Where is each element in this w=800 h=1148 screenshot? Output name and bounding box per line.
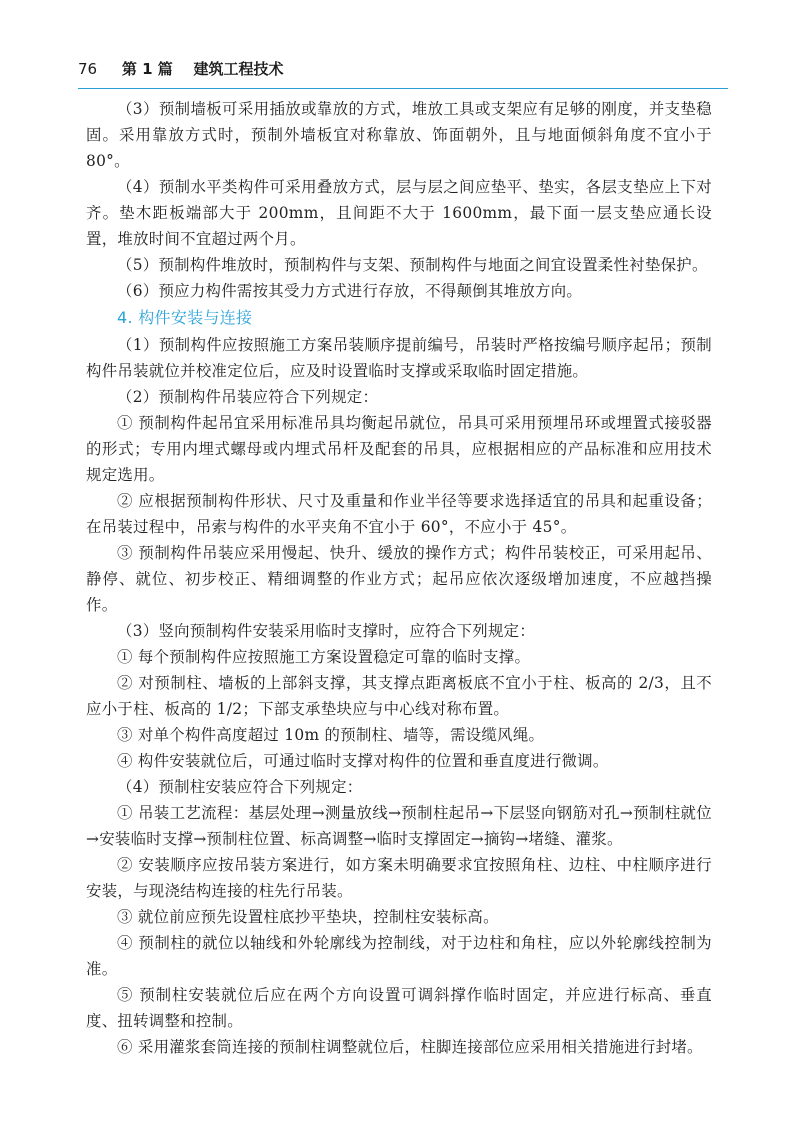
paragraph: ③ 对单个构件高度超过 10m 的预制柱、墙等，需设缆风绳。 — [117, 726, 545, 744]
paragraph: （2）预制构件吊装应符合下列规定： — [117, 388, 379, 406]
paragraph: ③ 预制构件吊装应采用慢起、快升、缓放的操作方式；构件吊装校正，可采用起吊、静停、就位、初步校正、精细调整的作业方式；起吊应依次逐级增加速度，不应越挡操作。 — [86, 544, 712, 614]
paragraph: ① 吊装工艺流程：基层处理→测量放线→预制柱起吊→下层竖向钢筋对孔→预制柱就位→安装临时支撑→预制柱位置、标高调整→临时支撑固定→摘钩→堵缝、灌浆。 — [86, 804, 712, 848]
paragraph: （3）竖向预制构件安装采用临时支撑时，应符合下列规定： — [117, 622, 536, 640]
paragraph: ② 对预制柱、墙板的上部斜支撑，其支撑点距离板底不宜小于柱、板高的 2/3，且不应小于柱、板高的 1/2；下部支承垫块应与中心线对称布置。 — [86, 674, 712, 718]
body-text — [86, 96, 712, 1060]
paragraph: （1）预制构件应按照施工方案吊装顺序提前编号，吊装时严格按编号顺序起吊；预制构件吊装就位并校准定位后，应及时设置临时支撑或采取临时固定措施。 — [86, 336, 712, 380]
paragraph: ⑤ 预制柱安装就位后应在两个方向设置可调斜撑作临时固定，并应进行标高、垂直度、扭转调整和控制。 — [86, 986, 712, 1030]
paragraph: （6）预应力构件需按其受力方式进行存放，不得颠倒其堆放方向。 — [117, 282, 583, 300]
paragraph: ⑥ 采用灌浆套筒连接的预制柱调整就位后，柱脚连接部位应采用相关措施进行封堵。 — [117, 1038, 703, 1056]
paragraph: （4）预制水平类构件可采用叠放方式，层与层之间应垫平、垫实，各层支垫应上下对齐。垫木距板端部大于 200mm，且间距不大于 1600mm，最下面一层支垫应通长设置，堆放时间不宜超过两个月。 — [86, 178, 712, 248]
paragraph: ① 每个预制构件应按照施工方案设置稳定可靠的临时支撑。 — [117, 648, 531, 666]
paragraphs-before-heading — [86, 96, 712, 304]
paragraph: （4）预制柱安装应符合下列规定： — [117, 778, 363, 796]
page-number: 76 — [78, 60, 98, 78]
paragraph: （5）预制构件堆放时，预制构件与支架、预制构件与地面之间宜设置柔性衬垫保护。 — [117, 256, 708, 274]
section-heading: 4. 构件安装与连接 — [117, 308, 253, 327]
paragraphs-after-heading — [86, 332, 712, 1060]
part-label: 第 1 篇 — [121, 60, 173, 78]
paragraph: （3）预制墙板可采用插放或靠放的方式，堆放工具或支架应有足够的刚度，并支垫稳固。采用靠放方式时，预制外墙板宜对称靠放、饰面朝外，且与地面倾斜角度不宜小于 80°。 — [86, 100, 712, 170]
paragraph: ① 预制构件起吊宜采用标准吊具均衡起吊就位，吊具可采用预埋吊环或埋置式接驳器的形式；专用内埋式螺母或内埋式吊杆及配套的吊具，应根据相应的产品标准和应用技术规定选用。 — [86, 414, 712, 484]
paragraph: ④ 构件安装就位后，可通过临时支撑对构件的位置和垂直度进行微调。 — [117, 752, 609, 770]
paragraph: ③ 就位前应预先设置柱底抄平垫块，控制柱安装标高。 — [117, 908, 499, 926]
paragraph: ④ 预制柱的就位以轴线和外轮廓线为控制线，对于边柱和角柱，应以外轮廓线控制为准。 — [86, 934, 712, 978]
running-header — [78, 58, 728, 86]
part-title: 建筑工程技术 — [193, 60, 284, 78]
header-divider — [78, 88, 728, 89]
paragraph: ② 安装顺序应按吊装方案进行，如方案未明确要求宜按照角柱、边柱、中柱顺序进行安装，与现浇结构连接的柱先行吊装。 — [86, 856, 712, 900]
paragraph: ② 应根据预制构件形状、尺寸及重量和作业半径等要求选择适宜的吊具和起重设备；在吊装过程中，吊索与构件的水平夹角不宜小于 60°，不应小于 45°。 — [86, 492, 712, 536]
